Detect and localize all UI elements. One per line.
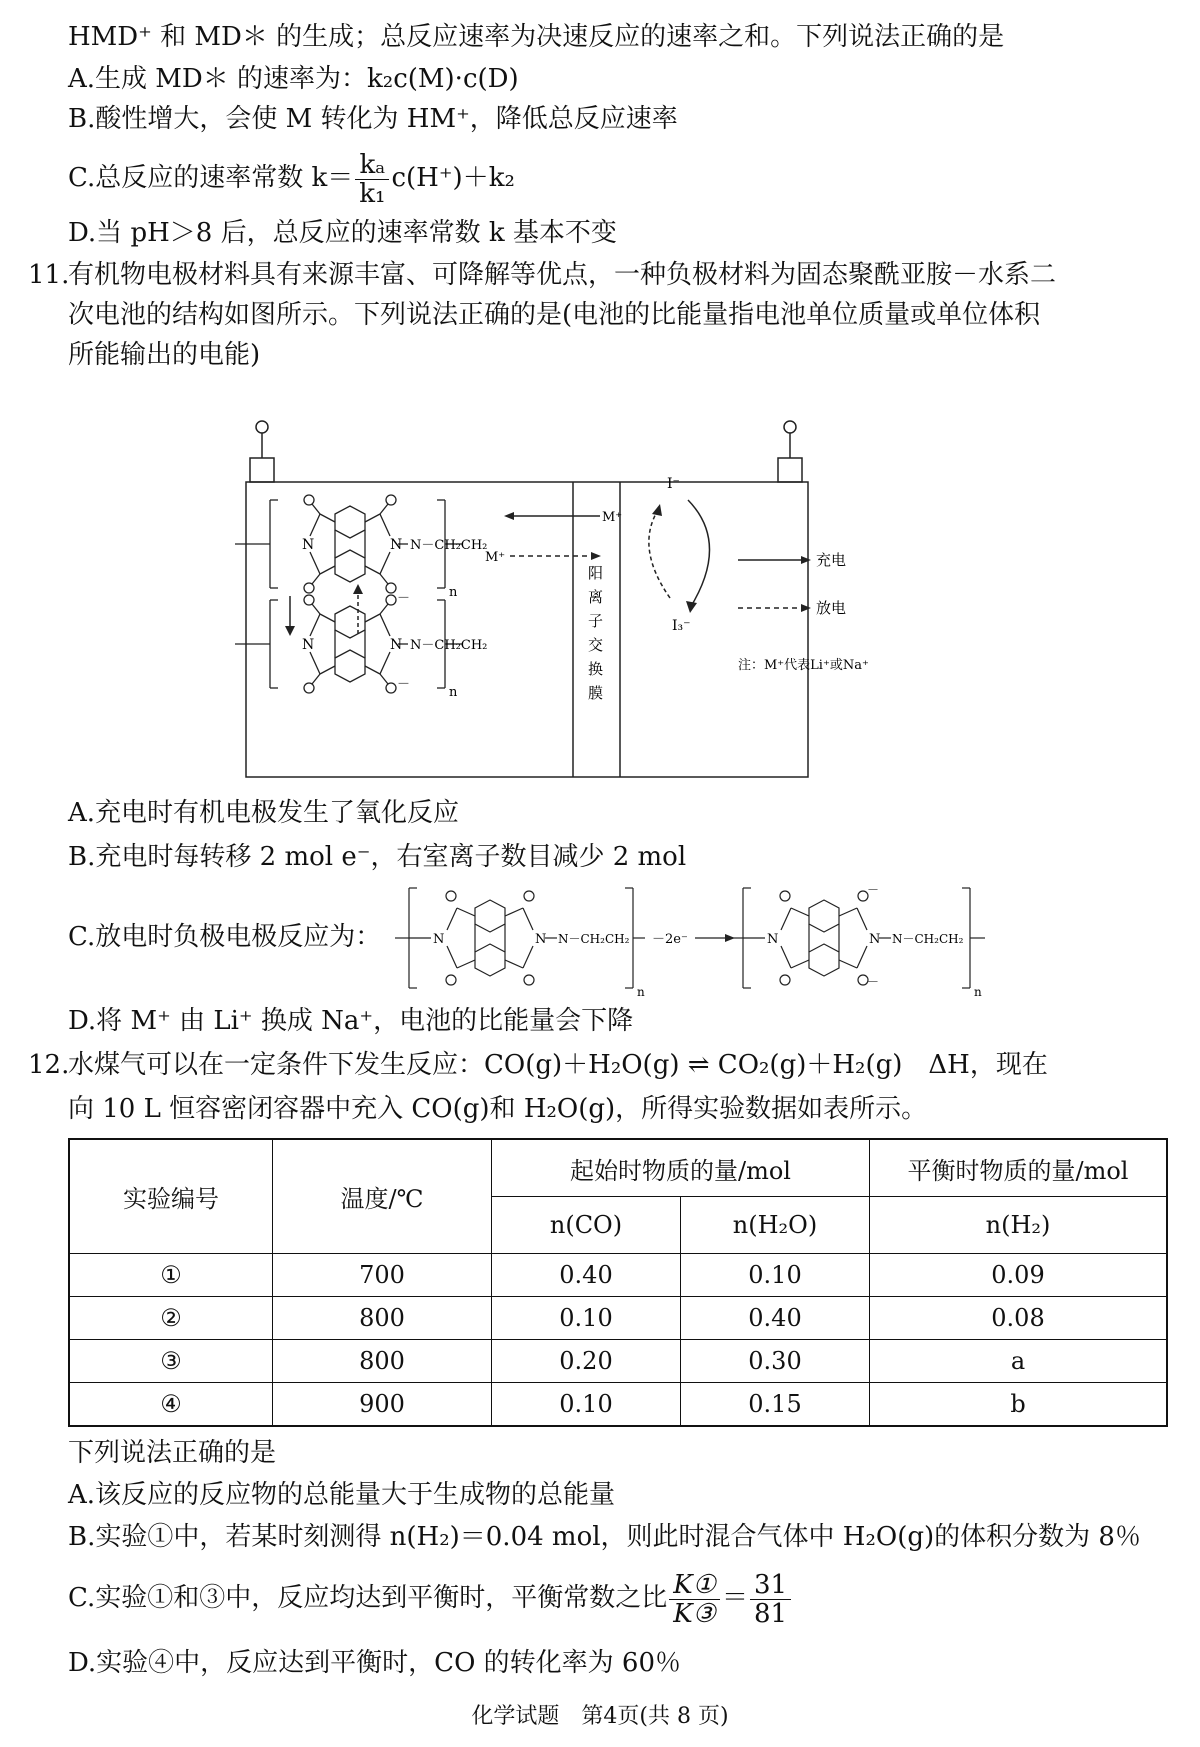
n-atom-left-bottom: N (302, 637, 315, 653)
q11-line-2: 次电池的结构如图所示。下列说法正确的是(电池的比能量指电池单位质量或单位体积 (68, 300, 1041, 330)
cell-h2o: 0.10 (681, 1254, 870, 1297)
q12-lead: 下列说法正确的是 (68, 1438, 277, 1468)
k-ratio-numerator: K① (669, 1571, 720, 1600)
m-plus-label-right: M⁺ (602, 510, 623, 525)
cell-h2: 0.09 (870, 1254, 1168, 1297)
q11-number: 11. (28, 260, 70, 290)
ethylene-group-bottom: N－CH₂CH₂ (410, 638, 488, 653)
ethylene-group-top: N－CH₂CH₂ (410, 538, 488, 553)
prev-option-a: A.生成 MD＊ 的速率为：k₂c(M)·c(D) (68, 64, 519, 94)
prev-option-c (68, 148, 515, 208)
cell-co: 0.40 (492, 1254, 681, 1297)
repeat-n-bottom: n (449, 685, 458, 700)
q12-option-b: B.实验①中，若某时刻测得 n(H₂)＝0.04 mol，则此时混合气体中 H₂O(g)的体积分数为 8％ (68, 1522, 1141, 1552)
m-plus-label-left: M⁺ (485, 550, 506, 565)
cell-id: ④ (69, 1383, 273, 1427)
header-n-co: n(CO) (492, 1197, 681, 1254)
cell-h2: b (870, 1383, 1168, 1427)
value-numerator: 31 (750, 1571, 791, 1600)
value-fraction (750, 1571, 791, 1628)
q12-option-c (68, 1568, 793, 1628)
membrane-char-3: 子 (588, 612, 604, 630)
header-equilibrium-amount: 平衡时物质的量/mol (870, 1139, 1168, 1197)
cell-co: 0.10 (492, 1297, 681, 1340)
legend-discharge-label: 放电 (816, 599, 847, 617)
table-row (69, 1383, 1167, 1427)
cell-id: ③ (69, 1340, 273, 1383)
membrane-char-6: 膜 (588, 684, 604, 702)
product-minus-bottom: － (867, 975, 880, 989)
diagram-note: 注：M⁺代表Li⁺或Na⁺ (738, 658, 869, 673)
cell-h2: a (870, 1340, 1168, 1383)
electron-loss-label: －2e⁻ (652, 932, 688, 947)
n-atom-left-top: N (302, 537, 315, 553)
battery-container (246, 482, 808, 777)
charge-arrowhead (285, 626, 295, 636)
reactant-repeat-n: n (637, 985, 645, 999)
left-terminal-knob (256, 421, 268, 433)
product-repeat-n: n (974, 985, 982, 999)
left-electrode-cap (250, 458, 274, 482)
header-n-h2o: n(H₂O) (681, 1197, 870, 1254)
table-row (69, 1297, 1167, 1340)
right-terminal-knob (784, 421, 796, 433)
q11-option-c: C.放电时负极电极反应为： (68, 922, 382, 952)
cell-temp: 800 (273, 1340, 492, 1383)
cell-temp: 800 (273, 1297, 492, 1340)
q11-line-1: 有机物电极材料具有来源丰富、可降解等优点，一种负极材料为固态聚酰亚胺－水系二 (68, 260, 1057, 290)
membrane-char-4: 交 (588, 636, 604, 654)
rate-fraction-numerator: kₐ (355, 151, 389, 180)
reaction-arrowhead (725, 934, 735, 942)
reactant-n-right: N (535, 932, 547, 947)
q11-option-c-reaction (395, 878, 995, 1000)
battery-diagram (230, 418, 1010, 788)
cell-h2o: 0.40 (681, 1297, 870, 1340)
rate-fraction-denominator: k₁ (359, 178, 386, 209)
equals-sign: ＝ (721, 1583, 748, 1613)
q12-line-2: 向 10 L 恒容密闭容器中充入 CO(g)和 H₂O(g)，所得实验数据如表所示。 (68, 1094, 928, 1124)
discharge-arrowhead (353, 584, 363, 594)
cell-h2o: 0.15 (681, 1383, 870, 1427)
product-n-right: N (869, 932, 881, 947)
k-ratio-fraction (669, 1571, 720, 1628)
header-n-h2: n(H₂) (870, 1197, 1168, 1254)
n-atom-right-bottom: N (390, 637, 403, 653)
prev-option-d: D.当 pH＞8 后，总反应的速率常数 k 基本不变 (68, 218, 617, 248)
n-atom-right-top: N (390, 537, 403, 553)
q11-option-a: A.充电时有机电极发生了氧化反应 (68, 798, 460, 828)
k-ratio-denominator: K③ (673, 1598, 716, 1629)
reactant-group: N－CH₂CH₂ (558, 932, 630, 946)
q12-option-c-prefix: C.实验①和③中，反应均达到平衡时，平衡常数之比 (68, 1583, 668, 1613)
triiodide-label: I₃⁻ (672, 618, 691, 634)
cell-co: 0.20 (492, 1340, 681, 1383)
q12-option-a: A.该反应的反应物的总能量大于生成物的总能量 (68, 1480, 616, 1510)
rate-fraction (355, 151, 389, 208)
cell-temp: 900 (273, 1383, 492, 1427)
q12-number: 12. (28, 1050, 70, 1080)
membrane-char-2: 离 (588, 588, 604, 606)
cell-temp: 700 (273, 1254, 492, 1297)
right-electrode-cap (778, 458, 802, 482)
header-temperature: 温度/℃ (273, 1139, 492, 1254)
table-row (69, 1254, 1167, 1297)
membrane-char-5: 换 (588, 660, 604, 678)
legend-charge-label: 充电 (816, 551, 847, 569)
oxide-minus-top: － (397, 591, 411, 606)
table-row (69, 1340, 1167, 1383)
prev-option-c-suffix: c(H⁺)＋k₂ (391, 163, 515, 193)
prev-question-intro: HMD⁺ 和 MD＊ 的生成；总反应速率为决速反应的速率之和。下列说法正确的是 (68, 22, 1005, 52)
q11-option-d: D.将 M⁺ 由 Li⁺ 换成 Na⁺，电池的比能量会下降 (68, 1006, 634, 1036)
reactant-n-left: N (433, 932, 445, 947)
product-minus-top: － (867, 883, 880, 897)
q11-line-3: 所能输出的电能) (68, 340, 261, 370)
header-initial-amount: 起始时物质的量/mol (492, 1139, 870, 1197)
page-footer: 化学试题 第4页(共 8 页) (471, 1704, 729, 1729)
iodine-discharge-arc (649, 510, 670, 598)
cell-h2: 0.08 (870, 1297, 1168, 1340)
q12-line-1: 水煤气可以在一定条件下发生反应：CO(g)＋H₂O(g) ⇌ CO₂(g)＋H₂(g) ΔH，现在 (68, 1050, 1048, 1080)
product-n-left: N (767, 932, 779, 947)
oxide-minus-bottom: － (397, 677, 411, 692)
membrane-char-1: 阳 (588, 564, 604, 582)
repeat-n-top: n (449, 585, 458, 600)
q11-option-b: B.充电时每转移 2 mol e⁻，右室离子数目减少 2 mol (68, 842, 687, 872)
value-denominator: 81 (753, 1598, 788, 1629)
iodine-charge-arc (688, 500, 710, 608)
cell-co: 0.10 (492, 1383, 681, 1427)
cell-id: ① (69, 1254, 273, 1297)
prev-option-b: B.酸性增大，会使 M 转化为 HM⁺，降低总反应速率 (68, 104, 678, 134)
prev-option-c-prefix: C.总反应的速率常数 k＝ (68, 163, 354, 193)
q12-option-d: D.实验④中，反应达到平衡时，CO 的转化率为 60％ (68, 1648, 682, 1678)
iodide-label: I⁻ (667, 476, 680, 492)
product-group: N－CH₂CH₂ (892, 932, 964, 946)
cell-id: ② (69, 1297, 273, 1340)
experiment-table (68, 1138, 1168, 1427)
header-experiment-no: 实验编号 (69, 1139, 273, 1254)
cell-h2o: 0.30 (681, 1340, 870, 1383)
